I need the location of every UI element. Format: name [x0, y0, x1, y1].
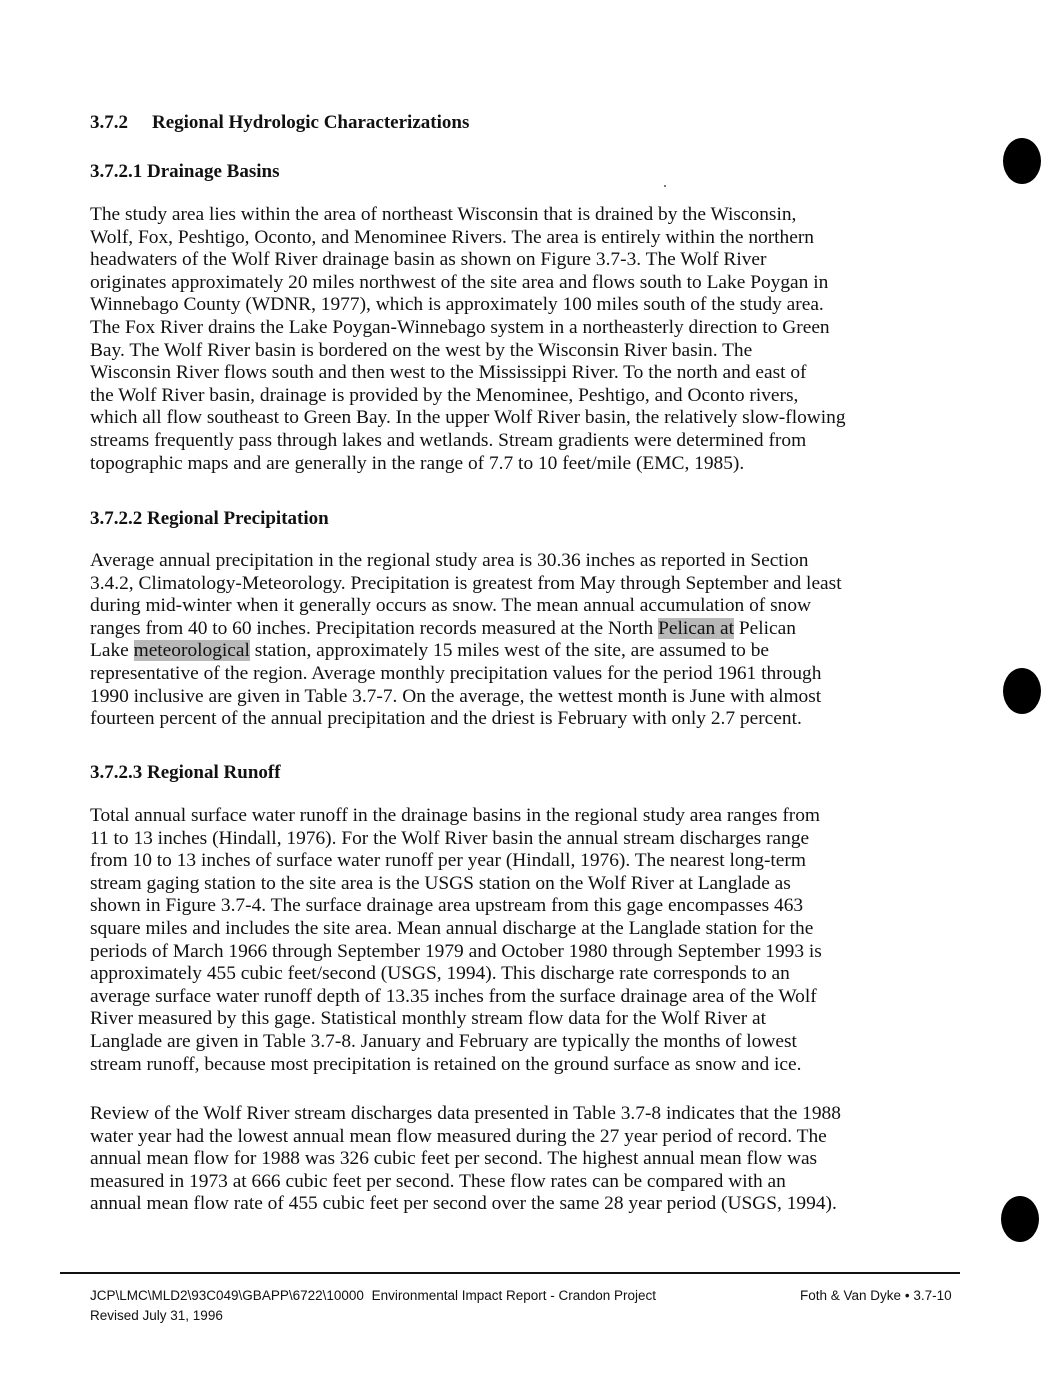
text-line: representative of the region. Average monthly precipitation values for the period 1961 through — [90, 662, 822, 684]
text-line: from 10 to 13 inches of surface water runoff per year (Hindall, 1976). The nearest long-term — [90, 850, 806, 872]
footer-right — [800, 1288, 952, 1303]
text-line: fourteen percent of the annual precipitation and the driest is February with only 2.7 percent. — [90, 708, 802, 730]
text-line — [90, 640, 940, 663]
highlighted-text: meteorological — [133, 640, 250, 662]
footer-file-path: JCP\LMC\MLD2\93C049\GBAPP\6722\10000 — [90, 1288, 364, 1303]
footer-revised-date: Revised July 31, 1996 — [90, 1308, 223, 1323]
text-line: square miles and includes the site area. Mean annual discharge at the Langlade station for the — [90, 917, 814, 939]
text-line: annual mean flow rate of 455 cubic feet per second over the same 28 year period (USGS, 1994). — [90, 1193, 837, 1215]
footer-left — [90, 1288, 656, 1303]
text-line: 3.4.2, Climatology-Meteorology. Precipitation is greatest from May through September and least — [90, 572, 842, 594]
runoff-paragraph — [90, 805, 940, 1076]
scan-speck — [664, 185, 666, 187]
section-number: 3.7.2 — [90, 112, 128, 133]
text-line: annual mean flow for 1988 was 326 cubic feet per second. The highest annual mean flow was — [90, 1148, 818, 1170]
text-line: Review of the Wolf River stream discharges data presented in Table 3.7-8 indicates that the 1988 — [90, 1103, 841, 1124]
footer-page-number: 3.7-10 — [913, 1288, 952, 1303]
text-line: periods of March 1966 through September 1979 and October 1980 through September 1993 is — [90, 940, 822, 962]
subsection-heading-drainage — [90, 161, 280, 183]
footer-rule — [60, 1272, 960, 1274]
footer-report-title: Environmental Impact Report - Crandon Project — [371, 1288, 657, 1303]
subsection-title: Drainage Basins — [147, 161, 280, 182]
subsection-heading-runoff — [90, 762, 281, 784]
subsection-number: 3.7.2.3 — [90, 762, 143, 783]
text-line: River measured by this gage. Statistical monthly stream flow data for the Wolf River at — [90, 1008, 767, 1030]
text-line: 11 to 13 inches (Hindall, 1976). For the Wolf River basin the annual stream discharges range — [90, 827, 810, 849]
text-line: stream gaging station to the site area is the USGS station on the Wolf River at Langlade as — [90, 872, 791, 894]
drainage-paragraph — [90, 204, 940, 475]
text-line: stream runoff, because most precipitation is retained on the ground surface as snow and ice. — [90, 1053, 802, 1075]
text-line: The study area lies within the area of northeast Wisconsin that is drained by the Wisconsin, — [90, 204, 797, 225]
punch-hole-top — [1003, 138, 1041, 184]
subsection-title: Regional Precipitation — [147, 508, 329, 529]
text-line: topographic maps and are generally in the range of 7.7 to 10 feet/mile (EMC, 1985). — [90, 452, 745, 474]
text-line: water year had the lowest annual mean flow measured during the 27 year period of record. The — [90, 1125, 827, 1147]
runoff-paragraph-2 — [90, 1103, 940, 1216]
text-segment: station, approximately 15 miles west of the site, are assumed to be — [249, 640, 770, 662]
text-segment: Lake — [90, 640, 134, 662]
text-segment: Pelican — [734, 617, 796, 639]
text-line: streams frequently pass through lakes and wetlands. Stream gradients were determined from — [90, 429, 807, 451]
text-line: headwaters of the Wolf River drainage basin as shown on Figure 3.7-3. The Wolf River — [90, 249, 767, 271]
section-heading — [90, 112, 469, 134]
footer-bullet: • — [904, 1288, 910, 1303]
text-line: which all flow southeast to Green Bay. In the upper Wolf River basin, the relatively slow-flowing — [90, 407, 846, 429]
text-line — [90, 618, 940, 641]
punch-hole-bottom — [1001, 1196, 1039, 1242]
text-line: average surface water runoff depth of 13.35 inches from the surface drainage area of the Wolf — [90, 985, 817, 1007]
footer-publisher: Foth & Van Dyke — [800, 1288, 902, 1303]
text-line: shown in Figure 3.7-4. The surface drainage area upstream from this gage encompasses 463 — [90, 895, 804, 917]
subsection-title: Regional Runoff — [147, 762, 281, 783]
text-line: Winnebago County (WDNR, 1977), which is approximately 100 miles south of the study area. — [90, 294, 824, 316]
text-line: Wisconsin River flows south and then west to the Mississippi River. To the north and east of — [90, 362, 807, 384]
text-line: Total annual surface water runoff in the drainage basins in the regional study area ranges from — [90, 805, 821, 826]
text-line: the Wolf River basin, drainage is provided by the Menominee, Peshtigo, and Oconto rivers, — [90, 384, 799, 406]
text-line: 1990 inclusive are given in Table 3.7-7. On the average, the wettest month is June with almost — [90, 685, 822, 707]
text-segment: ranges from 40 to 60 inches. Precipitation records measured at the North — [90, 617, 659, 639]
text-line: approximately 455 cubic feet/second (USGS, 1994). This discharge rate corresponds to an — [90, 963, 790, 985]
text-line: Wolf, Fox, Peshtigo, Oconto, and Menominee Rivers. The area is entirely within the northern — [90, 226, 815, 248]
subsection-heading-precipitation — [90, 508, 329, 530]
text-line: Bay. The Wolf River basin is bordered on the west by the Wisconsin River basin. The — [90, 339, 753, 361]
text-line: The Fox River drains the Lake Poygan-Winnebago system in a northeasterly direction to Green — [90, 316, 830, 338]
subsection-number: 3.7.2.1 — [90, 161, 143, 182]
text-line: originates approximately 20 miles northwest of the site area and flows south to Lake Poygan in — [90, 271, 829, 293]
text-line: Langlade are given in Table 3.7-8. January and February are typically the months of lowest — [90, 1030, 797, 1052]
highlighted-text: Pelican at — [658, 617, 735, 639]
precipitation-paragraph — [90, 550, 940, 731]
text-line: during mid-winter when it generally occurs as snow. The mean annual accumulation of snow — [90, 595, 812, 617]
text-line: Average annual precipitation in the regional study area is 30.36 inches as reported in Section — [90, 550, 809, 571]
text-line: measured in 1973 at 666 cubic feet per second. These flow rates can be compared with an — [90, 1170, 786, 1192]
section-title: Regional Hydrologic Characterizations — [152, 112, 470, 133]
subsection-number: 3.7.2.2 — [90, 508, 143, 529]
punch-hole-middle — [1003, 668, 1041, 714]
